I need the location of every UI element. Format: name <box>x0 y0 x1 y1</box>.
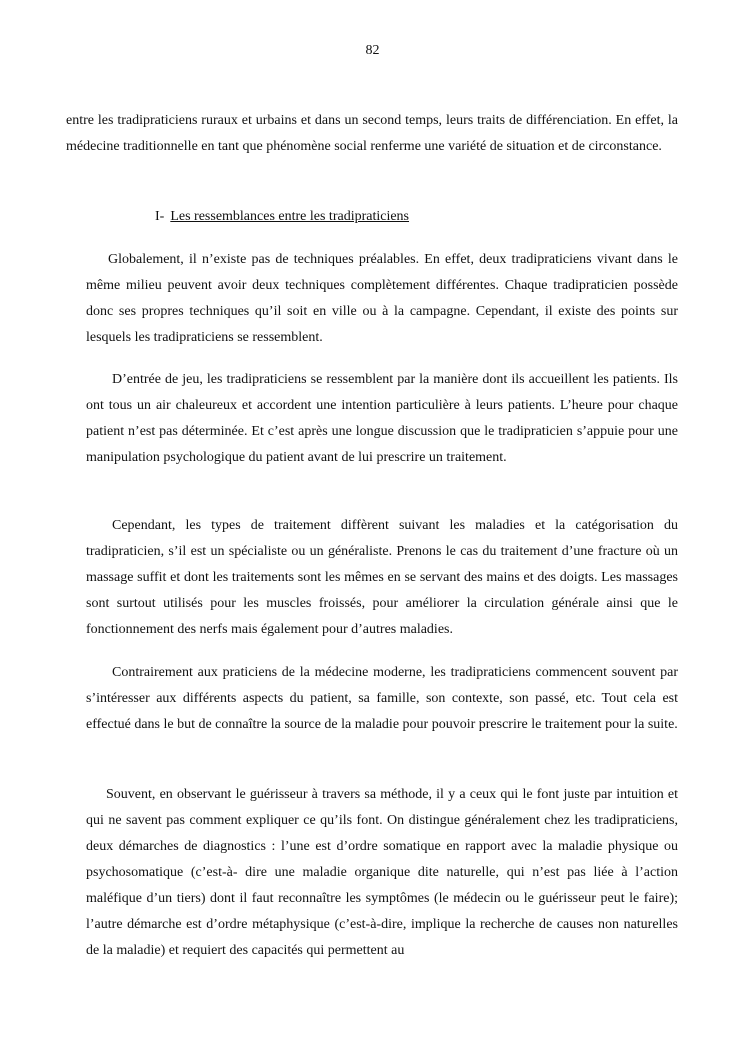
section-heading <box>155 204 409 230</box>
intro-paragraph: entre les tradipraticiens ruraux et urbains et dans un second temps, leurs traits de différenciation. En effet, la médecine traditionnelle en tant que phénomène social renferme une variété de situation et de circonstance. <box>66 113 678 154</box>
section-title: Les ressemblances entre les tradipraticiens <box>170 209 410 224</box>
page-number: 82 <box>365 43 380 58</box>
body-paragraph: D’entrée de jeu, les tradipraticiens se ressemblent par la manière dont ils accueillent les patients. Ils ont tous un air chaleureux et accordent une intention particulière à leurs patients. L’heure pour chaque patient n’est pas déterminée. Et c’est après une longue discussion que le tradipraticien s’appuie pour une manipulation psychologique du patient avant de lui prescrire un traitement. <box>86 372 678 465</box>
section-number: I- <box>155 209 165 224</box>
body-paragraph: Cependant, les types de traitement diffèrent suivant les maladies et la catégorisation du tradipraticien, s’il est un spécialiste ou un généraliste. Prenons le cas du traitement d’une fracture où un massage suffit et dont les traitements sont les mêmes en se servant des mains et des doigts. Les massages sont surtout utilisés pour les muscles froissés, pour améliorer la circulation générale ainsi que le fonctionnement des nerfs mais également pour d’autres maladies. <box>86 518 678 637</box>
body-paragraph: Souvent, en observant le guérisseur à travers sa méthode, il y a ceux qui le font juste par intuition et qui ne savent pas comment expliquer ce qu’ils font. On distingue généralement chez les tradipraticiens, deux démarches de diagnostics : l’une est d’ordre somatique en rapport avec la maladie physique ou psychosomatique (c’est-à- dire une maladie organique dite naturelle, qui n’est pas liée à l’action maléfique d’un tiers) dont il faut reconnaître les symptômes (le médecin ou le guérisseur peut le faire); l’autre démarche est d’ordre métaphysique (c’est-à-dire, implique la recherche de causes non naturelles de la maladie) et requiert des capacités qui permettent au <box>86 787 678 958</box>
body-paragraph: Globalement, il n’existe pas de techniques préalables. En effet, deux tradipraticiens vivant dans le même milieu peuvent avoir deux techniques complètement différentes. Chaque tradipraticien possède donc ses propres techniques qu’il soit en ville ou à la campagne. Cependant, il existe des points sur lesquels les tradipraticiens se ressemblent. <box>86 252 678 345</box>
body-paragraph: Contrairement aux praticiens de la médecine moderne, les tradipraticiens commencent souvent par s’intéresser aux différents aspects du patient, sa famille, son contexte, son passé, etc. Tout cela est effectué dans le but de connaître la source de la maladie pour pouvoir prescrire le traitement pour la suite. <box>86 665 678 732</box>
